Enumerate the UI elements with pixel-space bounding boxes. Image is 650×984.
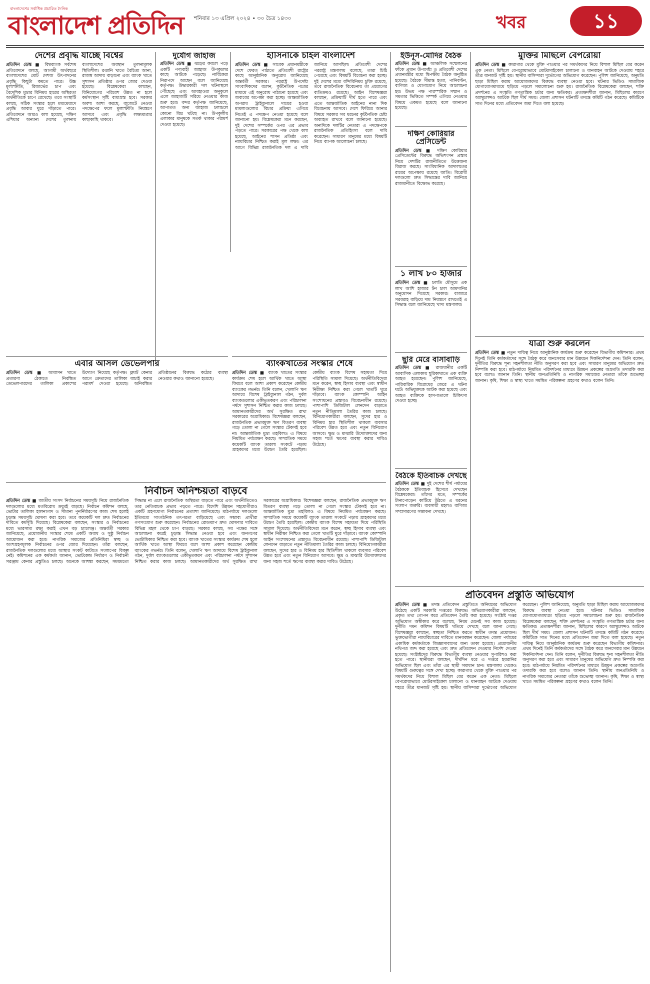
logo-tagline: বাংলাদেশের সর্বাধিক প্রচারিত দৈনিক (10, 6, 68, 11)
byline: প্রতিদিন ডেস্ক ■ (395, 603, 429, 608)
article-unus (395, 52, 467, 122)
article-text: দক্ষিণ কোরিয়ার প্রেসিডেন্টের বিরুদ্ধে অভিশংসন প্রস্তাব নিয়ে দেশটির রাজনীতিতে উত্তেজনা বিরাজ করছে। সাংবিধানিক আদালতের রায়ের অপেক্ষায় রয়েছে জাতি। বিরোধী দলগুলো দ্রুত সিদ্ধান্তের দাবি জানিয়ে রাজধানীতে বিক্ষোভ করেছে। (395, 148, 467, 187)
article-text: জাতীয় সংসদ নির্বাচনের সময়সূচি নিয়ে রাজনৈতিক দলগুলোর মধ্যে মতবিরোধ ক্রমেই বাড়ছে। নির্বাচন কমিশন বলছে, ভোটার তালিকা হালনাগাদ ও সীমানা পুনর্নির্ধারণের কাজ শেষ হলেই চূড়ান্ত সময়সূচি ঘোষণা করা হবে। তবে কয়েকটি দল দ্রুত নির্বাচনের দাবিতে কর্মসূচি দিয়েছে। বিশ্লেষকেরা বলছেন, সংস্কার ও নির্বাচনের মধ্যে ভারসাম্য রক্ষা করাই এখন বড় চ্যালেঞ্জ। অন্তর্বর্তী সরকার জানিয়েছে, প্রয়োজনীয় সংস্কার শেষে একটি অবাধ ও সুষ্ঠু নির্বাচন আয়োজন করা হবে। নাগরিক সমাজের প্রতিনিধিরা স্বচ্ছ ও অংশগ্রহণমূলক নির্বাচনের ওপর জোর দিয়েছেন। তাঁরা বলছেন, রাজনৈতিক দলগুলোর মধ্যে আস্থার সংকট কাটাতে সংলাপের বিকল্প নেই। কমিশনের এক কর্মকর্তা জানান, ভোটকেন্দ্র নির্ধারণ ও নির্বাচনী সরঞ্জাম কেনার প্রস্তুতিও চলছে। অনেকে আশঙ্কা করছেন, সময়মতো সিদ্ধান্ত না এলে রাজনৈতিক অস্থিরতা বাড়তে পারে এবং অর্থনীতিতেও তার নেতিবাচক প্রভাব পড়তে পারে। বিদেশি উন্নয়ন সহযোগীরাও একটি গ্রহণযোগ্য নির্বাচনের প্রত্যাশা জানিয়েছে। মাঠপর্যায়ে দলগুলো ইতিমধ্যে সাংগঠনিক তৎপরতা বাড়িয়েছে এবং সম্ভাব্য প্রার্থীরা গণসংযোগ শুরু করেছেন। নির্বাচনের রোডম্যাপ দ্রুত ঘোষণার দাবিতে বিভিন্ন মহল থেকে চাপ বাড়ছে। সরকার বলছে, সব পক্ষের সঙ্গে আলোচনা করেই চূড়ান্ত সিদ্ধান্ত নেওয়া হবে এবং জনগণের ভোটাধিকার নিশ্চিত করা হবে। (6, 499, 258, 565)
article-body (395, 149, 467, 188)
article-text: দুই দেশের শীর্ষ পর্যায়ের বৈঠককে ইতিবাচক হিসেবে দেখছেন বিশ্লেষকেরা। তাঁদের মতে, সম্পর্কের টানাপোড়েন কাটিয়ে উঠতে এ ধরনের সংলাপ জরুরি। ব্যবসায়ী মহলও বাণিজ্য সম্প্রসারণের সম্ভাবনা দেখছে। (395, 482, 467, 515)
section-divider (395, 352, 467, 353)
column-divider (230, 52, 231, 252)
article-text: আঞ্চলিক সম্মেলনের ফাঁকে প্রধান উপদেষ্টা ও প্রতিবেশী দেশের প্রধানমন্ত্রীর মধ্যে দ্বিপক্ষীয় বৈঠক অনুষ্ঠিত হয়েছে। বৈঠকে সীমান্ত হত্যা, পানিবণ্টন, বাণিজ্য ও যোগাযোগ নিয়ে আলোচনা হয়। উভয় পক্ষ পারস্পরিক সম্মান ও সমতার ভিত্তিতে সম্পর্ক এগিয়ে নেওয়ার বিষয়ে একমত হয়েছে বলে জানানো হয়েছে। (395, 62, 467, 112)
section-divider (232, 356, 387, 357)
byline: প্রতিদিন ডেস্ক ■ (232, 371, 266, 377)
headline: এবার আসল ডেভেলপার (74, 360, 160, 369)
article-boithok (395, 472, 467, 582)
headline: নির্বাচন অনিশ্চয়তা বাড়বে (144, 486, 248, 497)
section-divider (395, 266, 467, 267)
article-text: ঝড়ের কবলে পড়ে একটি পণ্যবাহী জাহাজ উপকূলের কাছে আটকে পড়েছে। নাবিকেরা নিরাপদে আছেন বলে জানিয়েছে কর্তৃপক্ষ। উদ্ধারকারী দল ঘটনাস্থলে পৌঁছেছে এবং আবহাওয়া অনুকূলে এলে জাহাজটি সরিয়ে নেওয়ার কাজ শুরু হবে। বন্দর কর্তৃপক্ষ জানিয়েছে, আপাতত অন্য জাহাজ চলাচলে কোনো বিঘ্ন ঘটছে না। উপকূলীয় এলাকার মানুষকে সতর্ক থাকার পরামর্শ দেওয়া হয়েছে। (160, 62, 228, 128)
section-divider (6, 482, 386, 483)
article-text: তদন্ত প্রতিবেদন প্রস্তুতিতে অনিয়মের অভিযোগ উঠেছে একটি সরকারি দপ্তরের বিরুদ্ধে। অভিযোগকারীরা বলছেন, প্রকৃত তথ্য গোপন করে প্রতিবেদন তৈরি করা হয়েছে। সংশ্লিষ্ট দপ্তর অভিযোগ অস্বীকার করে বলেছে, নিয়ম মেনেই সব কাজ হয়েছে। দুর্নীতি দমন কমিশন বিষয়টি খতিয়ে দেখছে বলে জানা গেছে। বিশেষজ্ঞরা বলছেন, স্বচ্ছতা নিশ্চিত করতে স্বাধীন তদন্ত প্রয়োজন। ভুক্তভোগীরা ন্যায়বিচারের দাবিতে মানববন্ধন করেছেন। জেলা পর্যায়ের একাধিক কর্মকর্তাকে জিজ্ঞাসাবাদের জন্য ডাকা হয়েছে। প্রয়োজনীয় নথিপত্র জব্দ করা হয়েছে এবং দ্রুত প্রতিবেদন দেওয়ার নির্দেশ দেওয়া হয়েছে। সংশ্লিষ্টদের বিরুদ্ধে বিভাগীয় ব্যবস্থা নেওয়ার সুপারিশও করা হতে পারে। স্থানীয়রা বলছেন, দীর্ঘদিন ধরে এ দপ্তরে হয়রানির অভিযোগ ছিল এবং তাঁরা এর স্থায়ী সমাধান চান। মন্ত্রণালয় থেকেও বিষয়টি গুরুত্বের সঙ্গে দেখা হচ্ছে। (395, 603, 517, 674)
headline: প্রতিবেদন প্রস্তুতি অভিযোগ (465, 590, 574, 601)
column-divider (470, 52, 471, 582)
byline: প্রতিদিন ডেস্ক ■ (6, 63, 42, 69)
article-text: রাজধানীর একটি আবাসিক এলাকায় ছুরিকাঘাতে এক ব্যক্তি আহত হয়েছেন। পুলিশ জানিয়েছে, পারিবারিক বিরোধের জেরে এ ঘটনা ঘটে। অভিযুক্তকে আটক করা হয়েছে এবং আহত ব্যক্তিকে হাসপাতালে চিকিৎসা দেওয়া হচ্ছে। (395, 366, 467, 405)
article-body (395, 281, 467, 309)
article-text: কারাগার থেকে মুক্তি পাওয়ার পর সমর্থকদের নিয়ে বিশাল মিছিল বের করেন এক নেতা। মিছিলে বেপরোয়াভাবে মোটরসাইকেল চালানো ও যানবাহন আটকে দেওয়ায় শহরে তীব্র যানজট সৃষ্টি হয়। স্থানীয় বাসিন্দারা দুর্ভোগের অভিযোগ করেছেন। পুলিশ জানিয়েছে, অনুমতি ছাড়া মিছিল করায় আয়োজকদের বিরুদ্ধে ব্যবস্থা নেওয়া হবে। ঘটনার ভিডিও সামাজিক যোগাযোগমাধ্যমে ছড়িয়ে পড়লে সমালোচনা শুরু হয়। রাজনৈতিক বিশ্লেষকেরা বলছেন, শক্তি প্রদর্শনের এ সংস্কৃতি গণতান্ত্রিক চর্চার জন্য ক্ষতিকর। প্রত্যক্ষদর্শীরা জানান, মিছিলের কারণে অ্যাম্বুলেন্সও আটকে ছিল দীর্ঘ সময়। জেলা প্রশাসন ঘটনাটি তদন্তে কমিটি গঠন করেছে। কমিটিকে সাত দিনের মধ্যে প্রতিবেদন জমা দিতে বলা হয়েছে। (395, 603, 644, 691)
masthead (6, 4, 644, 44)
article-body (395, 62, 467, 112)
headline: হাসিনাকে চাইল বাংলাদেশ (266, 52, 356, 61)
article-text: নতুন দায়িত্ব নিয়ে আনুষ্ঠানিক কার্যক্রম শুরু করেছেন বিভাগীয় কমিশনার। প্রথম দিনেই তিনি কর্মকর্তাদের সঙ্গে বৈঠক করে জনসেবার মান উন্নয়নে দিকনির্দেশনা দেন। তিনি বলেন, দুর্নীতির বিরুদ্ধে শূন্য সহনশীলতা নীতি অনুসরণ করা হবে এবং সাধারণ মানুষের অভিযোগ দ্রুত নিষ্পত্তি করা হবে। মাঠপর্যায়ে নিয়মিত পরিদর্শনের মাধ্যমে উন্নয়ন প্রকল্পের অগ্রগতি তদারকি করা হবে বলেও জানান তিনি। স্থানীয় জনপ্রতিনিধি ও নাগরিক সমাজের নেতারা তাঁকে শুভেচ্ছা জানান। কৃষি, শিক্ষা ও স্বাস্থ্য খাতে সমন্বিত পরিকল্পনা গ্রহণের কথাও বলেন তিনি। (522, 636, 644, 685)
section-divider (6, 356, 228, 357)
byline: প্রতিদিন ডেস্ক ■ (395, 366, 432, 372)
article-lakh (395, 270, 467, 350)
section-name: খবর (496, 13, 526, 33)
article-chhuri (395, 356, 467, 466)
article-body (395, 366, 467, 405)
article-dakshin (395, 130, 467, 262)
section-divider (395, 468, 467, 469)
article-text: সাবেক প্রধানমন্ত্রীকে দেশে ফেরত পাঠাতে প্রতিবেশী রাষ্ট্রের কাছে আনুষ্ঠানিক অনুরোধ জানিয়েছে অন্তর্বর্তী সরকার। পররাষ্ট্র উপদেষ্টা সাংবাদিকদের বলেন, কূটনৈতিক পত্রের মাধ্যমে এই অনুরোধ পাঠানো হয়েছে এবং জবাবের অপেক্ষা করা হচ্ছে। আন্তর্জাতিক অপরাধ ট্রাইব্যুনালে দায়ের হওয়া মামলাগুলোর বিচার প্রক্রিয়া এগিয়ে নিতেই এ পদক্ষেপ নেওয়া হয়েছে বলে জানানো হয়। বিশ্লেষকেরা মনে করছেন, দুই দেশের সম্পর্কের ওপর এর প্রভাব পড়তে পারে। সরকারের পক্ষ থেকে বলা হয়েছে, আইনের শাসন প্রতিষ্ঠা এবং ন্যায়বিচার নিশ্চিত করাই মূল লক্ষ্য। এর আগে বিভিন্ন রাজনৈতিক দল এ দাবি জানিয়ে আসছিল। প্রতিবেশী দেশের পররাষ্ট্র মন্ত্রণালয় বলেছে, তারা চিঠি পেয়েছে এবং বিষয়টি বিবেচনা করা হচ্ছে। দুই দেশের মধ্যে বন্দিবিনিময় চুক্তি রয়েছে, তবে রাজনৈতিক বিবেচনায় তা প্রয়োগের ব্যতিক্রমও রয়েছে। আইন বিশেষজ্ঞরা বলছেন, প্রক্রিয়াটি দীর্ঘ হতে পারে এবং এতে আন্তর্জাতিক আইনের নানা দিক বিবেচনায় আসবে। দেশে ফিরিয়ে আনার বিষয়ে সরকার সব ধরনের কূটনৈতিক চেষ্টা অব্যাহত রাখবে বলে জানানো হয়েছে। অন্যদিকে দলটির নেতারা এ পদক্ষেপকে রাজনৈতিক প্রতিহিংসা বলে দাবি করেছেন। সাধারণ মানুষের মধ্যে বিষয়টি নিয়ে ব্যাপক আলোচনা চলছে। (235, 63, 387, 151)
headline: ১ লাখ ৮০ হাজার (400, 270, 462, 279)
dateline: শনিবার ১৩ এপ্রিল ২০২৪ • ৩০ চৈত্র ১৪৩০ (194, 16, 292, 22)
byline: প্রতিদিন ডেস্ক ■ (395, 482, 425, 488)
byline: প্রতিদিন ডেস্ক ■ (235, 63, 270, 69)
article-body (395, 482, 467, 515)
headline: বৈঠকে ইতিবাচক দেখছে (395, 472, 467, 480)
byline: প্রতিদিন ডেস্ক ■ (475, 351, 506, 357)
column-divider (155, 52, 156, 362)
article-jatri (475, 340, 644, 580)
headline: মুক্তির মিছিলে বেপরোয়া (518, 52, 601, 61)
article-text: চলতি মৌসুমে এক লাখ আশি হাজার টন চাল আমদানির অনুমোদন দিয়েছে সরকার। বাজারে সরবরাহ বাড়িয়ে দাম নিয়ন্ত্রণে রাখতেই এ সিদ্ধান্ত বলে জানিয়েছে খাদ্য মন্ত্রণালয়। (395, 281, 467, 309)
article-body (6, 499, 386, 565)
newspaper-logo (6, 6, 186, 42)
column-divider (390, 52, 391, 972)
article-text: ব্যাংক খাতের সংস্কার কার্যক্রম শেষ হলে আর্থিক খাতে আস্থা ফিরবে বলে আশা প্রকাশ করেছেন কেন্দ্রীয় ব্যাংকের গভর্নর। তিনি বলেন, খেলাপি ঋণ আদায়ে বিশেষ ট্রাইব্যুনাল গঠন, দুর্বল ব্যাংকগুলোর একীভূতকরণ এবং পরিচালনা পর্ষদে সুশাসন নিশ্চিত করার কাজ চলছে। আমানতকারীদের অর্থ সুরক্ষিত রাখা সরকারের অগ্রাধিকার। বিশেষজ্ঞরা বলছেন, রাজনৈতিক প্রভাবমুক্ত ঋণ বিতরণ ব্যবস্থা গড়ে তোলা না গেলে সংস্কার টেকসই হবে না। আন্তর্জাতিক মুদ্রা তহবিলও এ বিষয়ে নিয়মিত পর্যবেক্ষণ করছে। সাম্প্রতিক সময়ে কয়েকটি ব্যাংক তারল্য সংকটে পড়ায় গ্রাহকদের মধ্যে উদ্বেগ তৈরি হয়েছিল। কেন্দ্রীয় ব্যাংক বিশেষ সহায়তা দিয়ে পরিস্থিতি সামাল দিয়েছে। অর্থনীতিবিদেরা মনে করেন, স্বচ্ছ হিসাব ব্যবস্থা এবং স্বাধীন নিরীক্ষা নিশ্চিত করা গেলে খাতটি ঘুরে দাঁড়াবে। ব্যাংক কোম্পানি আইন সংশোধনের প্রস্তাবও বিবেচনাধীন রয়েছে। পাশাপাশি ডিজিটাল লেনদেন বাড়াতে নতুন নীতিমালা তৈরির কাজ চলছে। বিনিয়োগকারীরা বলছেন, সুদের হার ও বিনিময় হার স্থিতিশীল থাকলে ব্যবসার পরিবেশ উন্নত হবে এবং নতুন বিনিয়োগ আসবে। ক্ষুদ্র ও মাঝারি উদ্যোক্তাদের জন্য সহজ শর্তে ঋণের ব্যবস্থা করার দাবিও উঠেছে। (134, 499, 386, 565)
byline: প্রতিদিন ডেস্ক ■ (395, 281, 429, 287)
article-text: কারাগার থেকে মুক্তি পাওয়ার পর সমর্থকদের নিয়ে বিশাল মিছিল বের করেন এক নেতা। মিছিলে বেপরোয়াভাবে মোটরসাইকেল চালানো ও যানবাহন আটকে দেওয়ায় শহরে তীব্র যানজট সৃষ্টি হয়। স্থানীয় বাসিন্দারা দুর্ভোগের অভিযোগ করেছেন। পুলিশ জানিয়েছে, অনুমতি ছাড়া মিছিল করায় আয়োজকদের বিরুদ্ধে ব্যবস্থা নেওয়া হবে। ঘটনার ভিডিও সামাজিক যোগাযোগমাধ্যমে ছড়িয়ে পড়লে সমালোচনা শুরু হয়। রাজনৈতিক বিশ্লেষকেরা বলছেন, শক্তি প্রদর্শনের এ সংস্কৃতি গণতান্ত্রিক চর্চার জন্য ক্ষতিকর। প্রত্যক্ষদর্শীরা জানান, মিছিলের কারণে অ্যাম্বুলেন্সও আটকে ছিল দীর্ঘ সময়। জেলা প্রশাসন ঘটনাটি তদন্তে কমিটি গঠন করেছে। কমিটিকে সাত দিনের মধ্যে প্রতিবেদন জমা দিতে বলা হয়েছে। (475, 63, 644, 107)
article-body (475, 351, 644, 384)
byline: প্রতিদিন ডেস্ক ■ (160, 62, 192, 68)
article-mukti (475, 52, 644, 332)
section-divider (395, 586, 644, 587)
article-text: আবাসন খাতে প্রতারণা ঠেকাতে নিবন্ধিত ডেভেলপারদের তালিকা প্রকাশের উদ্যোগ নিয়েছে কর্তৃপক্ষ। ফ্ল্যাট কেনার আগে ক্রেতাদের তালিকা যাচাই করার পরামর্শ দেওয়া হয়েছে। অনিবন্ধিত প্রতিষ্ঠানের বিরুদ্ধে কঠোর ব্যবস্থা নেওয়ার কথাও জানানো হয়েছে। (6, 371, 228, 388)
headline: ছুরি মেরে বাসাবাড়ি (402, 356, 460, 364)
article-body (6, 63, 152, 124)
article-potibedon (395, 590, 644, 972)
headline: ব্যাংকখাতের সংস্কার শেষে (266, 360, 353, 369)
headline: দুর্যোগ জাহাজ (172, 52, 216, 60)
headline: দক্ষিণ কোরিয়ার প্রেসিডেন্ট (407, 130, 455, 147)
byline: প্রতিদিন ডেস্ক ■ (6, 499, 37, 504)
article-nirbachon (6, 486, 386, 972)
article-body (475, 63, 644, 107)
headline: যাত্রা শুরু করলেন (528, 340, 591, 349)
headline: ইউনূস-মোদির বৈঠক (400, 52, 462, 60)
logo-wordmark: বাংলাদেশ প্রতিদিন (8, 11, 184, 40)
article-text: ব্যাংক খাতের সংস্কার কার্যক্রম শেষ হলে আর্থিক খাতে আস্থা ফিরবে বলে আশা প্রকাশ করেছেন কেন্দ্রীয় ব্যাংকের গভর্নর। তিনি বলেন, খেলাপি ঋণ আদায়ে বিশেষ ট্রাইব্যুনাল গঠন, দুর্বল ব্যাংকগুলোর একীভূতকরণ এবং পরিচালনা পর্ষদে সুশাসন নিশ্চিত করার কাজ চলছে। আমানতকারীদের অর্থ সুরক্ষিত রাখা সরকারের অগ্রাধিকার। বিশেষজ্ঞরা বলছেন, রাজনৈতিক প্রভাবমুক্ত ঋণ বিতরণ ব্যবস্থা গড়ে তোলা না গেলে সংস্কার টেকসই হবে না। আন্তর্জাতিক মুদ্রা তহবিলও এ বিষয়ে নিয়মিত পর্যবেক্ষণ করছে। সাম্প্রতিক সময়ে কয়েকটি ব্যাংক তারল্য সংকটে পড়ায় গ্রাহকদের মধ্যে উদ্বেগ তৈরি হয়েছিল। কেন্দ্রীয় ব্যাংক বিশেষ সহায়তা দিয়ে পরিস্থিতি সামাল দিয়েছে। অর্থনীতিবিদেরা মনে করেন, স্বচ্ছ হিসাব ব্যবস্থা এবং স্বাধীন নিরীক্ষা নিশ্চিত করা গেলে খাতটি ঘুরে দাঁড়াবে। ব্যাংক কোম্পানি আইন সংশোধনের প্রস্তাবও বিবেচনাধীন রয়েছে। পাশাপাশি ডিজিটাল লেনদেন বাড়াতে নতুন নীতিমালা তৈরির কাজ চলছে। বিনিয়োগকারীরা বলছেন, সুদের হার ও বিনিময় হার স্থিতিশীল থাকলে ব্যবসার পরিবেশ উন্নত হবে এবং নতুন বিনিয়োগ আসবে। ক্ষুদ্র ও মাঝারি উদ্যোক্তাদের জন্য সহজ শর্তে ঋণের ব্যবস্থা করার দাবিও উঠেছে। (232, 371, 387, 454)
masthead-rule (6, 45, 644, 46)
article-desh (6, 52, 152, 352)
byline: প্রতিদিন ডেস্ক ■ (6, 371, 44, 377)
section-divider (395, 126, 467, 127)
byline: প্রতিদিন ডেস্ক ■ (475, 63, 507, 69)
article-durjog (160, 52, 228, 352)
article-sangskar (232, 360, 387, 480)
section-divider (475, 336, 644, 337)
article-body (232, 371, 387, 454)
article-text: নতুন দায়িত্ব নিয়ে আনুষ্ঠানিক কার্যক্রম শুরু করেছেন বিভাগীয় কমিশনার। প্রথম দিনেই তিনি কর্মকর্তাদের সঙ্গে বৈঠক করে জনসেবার মান উন্নয়নে দিকনির্দেশনা দেন। তিনি বলেন, দুর্নীতির বিরুদ্ধে শূন্য সহনশীলতা নীতি অনুসরণ করা হবে এবং সাধারণ মানুষের অভিযোগ দ্রুত নিষ্পত্তি করা হবে। মাঠপর্যায়ে নিয়মিত পরিদর্শনের মাধ্যমে উন্নয়ন প্রকল্পের অগ্রগতি তদারকি করা হবে বলেও জানান তিনি। স্থানীয় জনপ্রতিনিধি ও নাগরিক সমাজের নেতারা তাঁকে শুভেচ্ছা জানান। কৃষি, শিক্ষা ও স্বাস্থ্য খাতে সমন্বিত পরিকল্পনা গ্রহণের কথাও বলেন তিনি। (475, 351, 644, 384)
article-asol (6, 360, 228, 480)
article-text: বিশ্বব্যাংক সর্বশেষ প্রতিবেদনে বলছে, আগামী অর্থবছরে বাংলাদেশের মোট দেশজ উৎপাদনের প্রবৃদ্ধি কিছুটা কমতে পারে। উচ্চ মূল্যস্ফীতি, রিজার্ভের চাপ এবং বৈদেশিক মুদ্রার বিনিময় হারের অস্থিরতা অর্থনীতিকে চাপে রেখেছে। তবে সংস্থাটি বলছে, সঠিক সংস্কার হলে মধ্যমেয়াদে প্রবৃদ্ধি আবার ঘুরে দাঁড়াতে পারে। প্রতিবেদনে আরও বলা হয়েছে, দক্ষিণ এশিয়ার অন্যান্য দেশের তুলনায় বাংলাদেশের অবস্থান তুলনামূলক স্থিতিশীল। রপ্তানি খাতে বৈচিত্র্য আনা, রাজস্ব আদায় বাড়ানো এবং ব্যাংক খাতে সুশাসন প্রতিষ্ঠার ওপর জোর দেওয়া হয়েছে। বিশ্লেষকেরা বলছেন, বিনিয়োগের পরিবেশ উন্নত না হলে কর্মসংস্থান সৃষ্টি বাধাগ্রস্ত হবে। সরকার অবশ্য আশা করছে, বাজেটে নেওয়া পদক্ষেপের ফলে মূল্যস্ফীতি নিয়ন্ত্রণে আসবে এবং প্রবৃদ্ধি লক্ষ্যমাত্রার কাছাকাছি থাকবে। (6, 63, 152, 124)
article-body (160, 62, 228, 128)
article-hasina (235, 52, 387, 352)
masthead-rule-2 (6, 47, 644, 48)
byline: প্রতিদিন ডেস্ক ■ (395, 148, 433, 154)
article-body (235, 63, 387, 151)
page-number-badge: ১১ (570, 6, 642, 36)
article-body (395, 603, 644, 691)
article-body (6, 371, 228, 388)
headline: দেশের প্রবৃদ্ধি যাচ্ছে বিশ্বের (34, 52, 124, 61)
byline: প্রতিদিন ডেস্ক ■ (395, 62, 428, 68)
